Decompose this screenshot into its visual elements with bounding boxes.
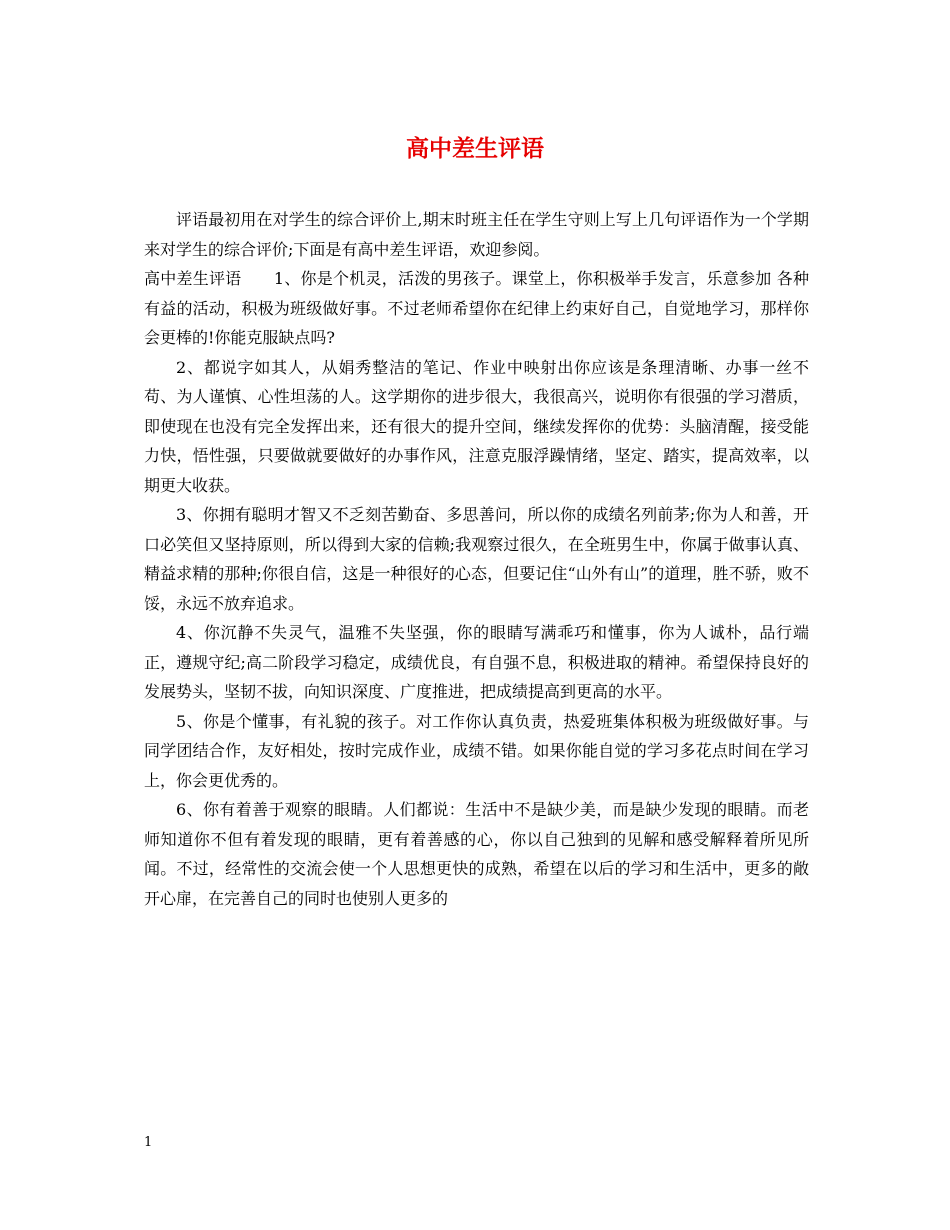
comment-paragraph-3: 3、你拥有聪明才智又不乏刻苦勤奋、多思善问，所以你的成绩名列前茅;你为人和善，开口必笑但又坚持原则，所以得到大家的信赖;我观察过很久，在全班男生中，你属于做事认真、精益求精的那种;你很自信，这是一种很好的心态，但要记住“山外有山”的道理，胜不骄，败不馁，永远不放弃追求。: [144, 505, 809, 613]
comment-paragraph-6: 6、你有着善于观察的眼睛。人们都说：生活中不是缺少美，而是缺少发现的眼睛。而老师知道你不但有着发现的眼睛，更有着善感的心，你以自己独到的见解和感受解释着所见所闻。不过，经常性的交流会使一个人思想更快的成熟，希望在以后的学习和生活中，更多的敞开心扉，在完善自己的同时也使别人更多的: [144, 800, 809, 908]
comment-paragraph-1: 高中差生评语 1、你是个机灵，活泼的男孩子。课堂上，你积极举手发言，乐意参加 各种有益的活动，积极为班级做好事。不过老师希望你在纪律上约束好自己，自觉地学习，那样你会更棒的!你能克服缺点吗?: [144, 269, 809, 347]
comment-paragraph-5: 5、你是个懂事，有礼貌的孩子。对工作你认真负责，热爱班集体积极为班级做好事。与同学团结合作，友好相处，按时完成作业，成绩不错。如果你能自觉的学习多花点时间在学习上，你会更优秀的。: [144, 711, 809, 790]
page-number: 1: [144, 1135, 153, 1150]
document-body: [144, 205, 809, 913]
intro-paragraph: 评语最初用在对学生的综合评价上,期末时班主任在学生守则上写上几句评语作为一个学期来对学生的综合评价;下面是有高中差生评语，欢迎参阅。: [144, 210, 809, 259]
comment-paragraph-4: 4、你沉静不失灵气，温雅不失坚强，你的眼睛写满乖巧和懂事，你为人诚朴，品行端正，遵规守纪;高二阶段学习稳定，成绩优良，有自强不息，积极进取的精神。希望保持良好的发展势头，坚韧不拔，向知识深度、广度推进，把成绩提高到更高的水平。: [144, 623, 809, 701]
document-title: 高中差生评语: [406, 135, 544, 162]
comment-paragraph-2: 2、都说字如其人，从娟秀整洁的笔记、作业中映射出你应该是条理清晰、办事一丝不苟、为人谨慎、心性坦荡的人。这学期你的进步很大，我很高兴，说明你有很强的学习潜质，即使现在也没有完全发挥出来，还有很大的提升空间，继续发挥你的优势：头脑清醒，接受能力快，悟性强，只要做就要做好的办事作风，注意克服浮躁情绪，坚定、踏实，提高效率，以期更大收获。: [144, 357, 809, 495]
